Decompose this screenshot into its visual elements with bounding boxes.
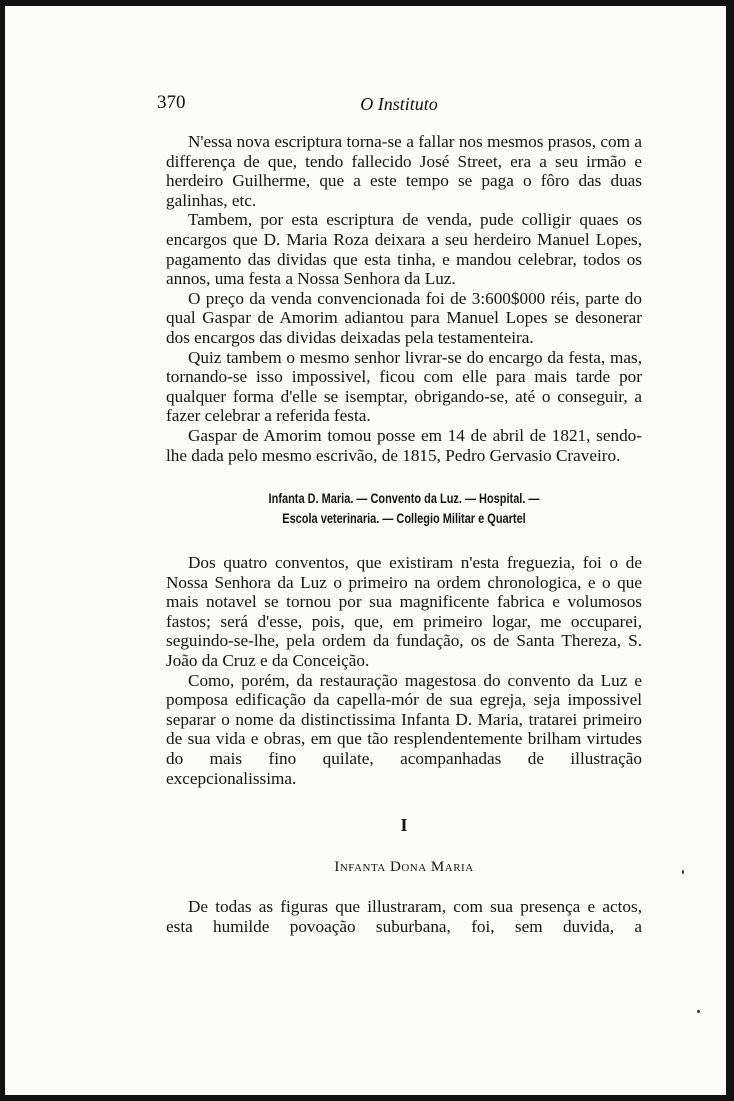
paragraph: Quiz tambem o mesmo senhor livrar-se do encargo da festa, mas, tornando-se isso impossivel, ficou com elle para mais tarde por qualquer forma d'elle se isemptar, obrigando-se, até o conseguir, a fazer celebrar a referida festa.	[166, 347, 642, 426]
section-heading-line: Infanta D. Maria. — Convento da Luz. — Hospital. —	[268, 491, 540, 507]
page-number: 370	[157, 92, 186, 113]
scan-speck	[697, 1010, 700, 1013]
body-text	[166, 132, 642, 937]
chapter-numeral: I	[400, 815, 408, 836]
scan-speck	[682, 870, 684, 874]
paragraph: Dos quatro conventos, que existiram n'esta freguezia, foi o de Nossa Senhora da Luz o primeiro na ordem chronologica, e o que mais notavel se tornou por sua magnificente fabrica e volumosos fastos; será d'esse, pois, que, em primeiro logar, me occuparei, seguindo-se-lhe, pela ordem da fundação, os de Santa Thereza, S. João da Cruz e da Conceição.	[166, 553, 642, 671]
section-heading-line: Escola veterinaria. — Collegio Militar e Quartel	[282, 511, 526, 527]
running-title: O Instituto	[360, 94, 438, 114]
section-heading	[209, 489, 599, 529]
paragraph: De todas as figuras que illustraram, com sua presença e actos, esta humilde povoação suburbana, foi, sem duvida, a	[166, 897, 642, 936]
chapter-title: Infanta Dona Maria	[334, 858, 474, 875]
paragraph: Gaspar de Amorim tomou posse em 14 de abril de 1821, sendo-lhe dada pelo mesmo escrivão, de 1815, Pedro Gervasio Craveiro.	[166, 425, 642, 465]
page-header	[157, 92, 641, 120]
paragraph: Como, porém, da restauração magestosa do convento da Luz e pomposa edificação da capella-mór de sua egreja, seja impossivel separar o nome da distinctissima Infanta D. Maria, tratarei primeiro de sua vida e obras, em que tão resplendentemente brilham virtudes do mais fino quilate, acompanhadas de illustração excepcionalissima.	[166, 670, 642, 788]
paragraph: Tambem, por esta escriptura de venda, pude colligir quaes os encargos que D. Maria Roza deixara a seu herdeiro Manuel Lopes, pagamento das dividas que esta tinha, e mandou celebrar, todos os annos, uma festa a Nossa Senhora da Luz.	[166, 210, 642, 289]
paragraph: N'essa nova escriptura torna-se a fallar nos mesmos prasos, com a differença de que, tendo fallecido José Street, era a seu irmão e herdeiro Guilherme, que a este tempo se paga o fôro das duas galinhas, etc.	[166, 132, 642, 210]
paragraph: O preço da venda convencionada foi de 3:600$000 réis, parte do qual Gaspar de Amorim adiantou para Manuel Lopes se desonerar dos encargos das dividas deixadas pela testamenteira.	[166, 288, 642, 347]
